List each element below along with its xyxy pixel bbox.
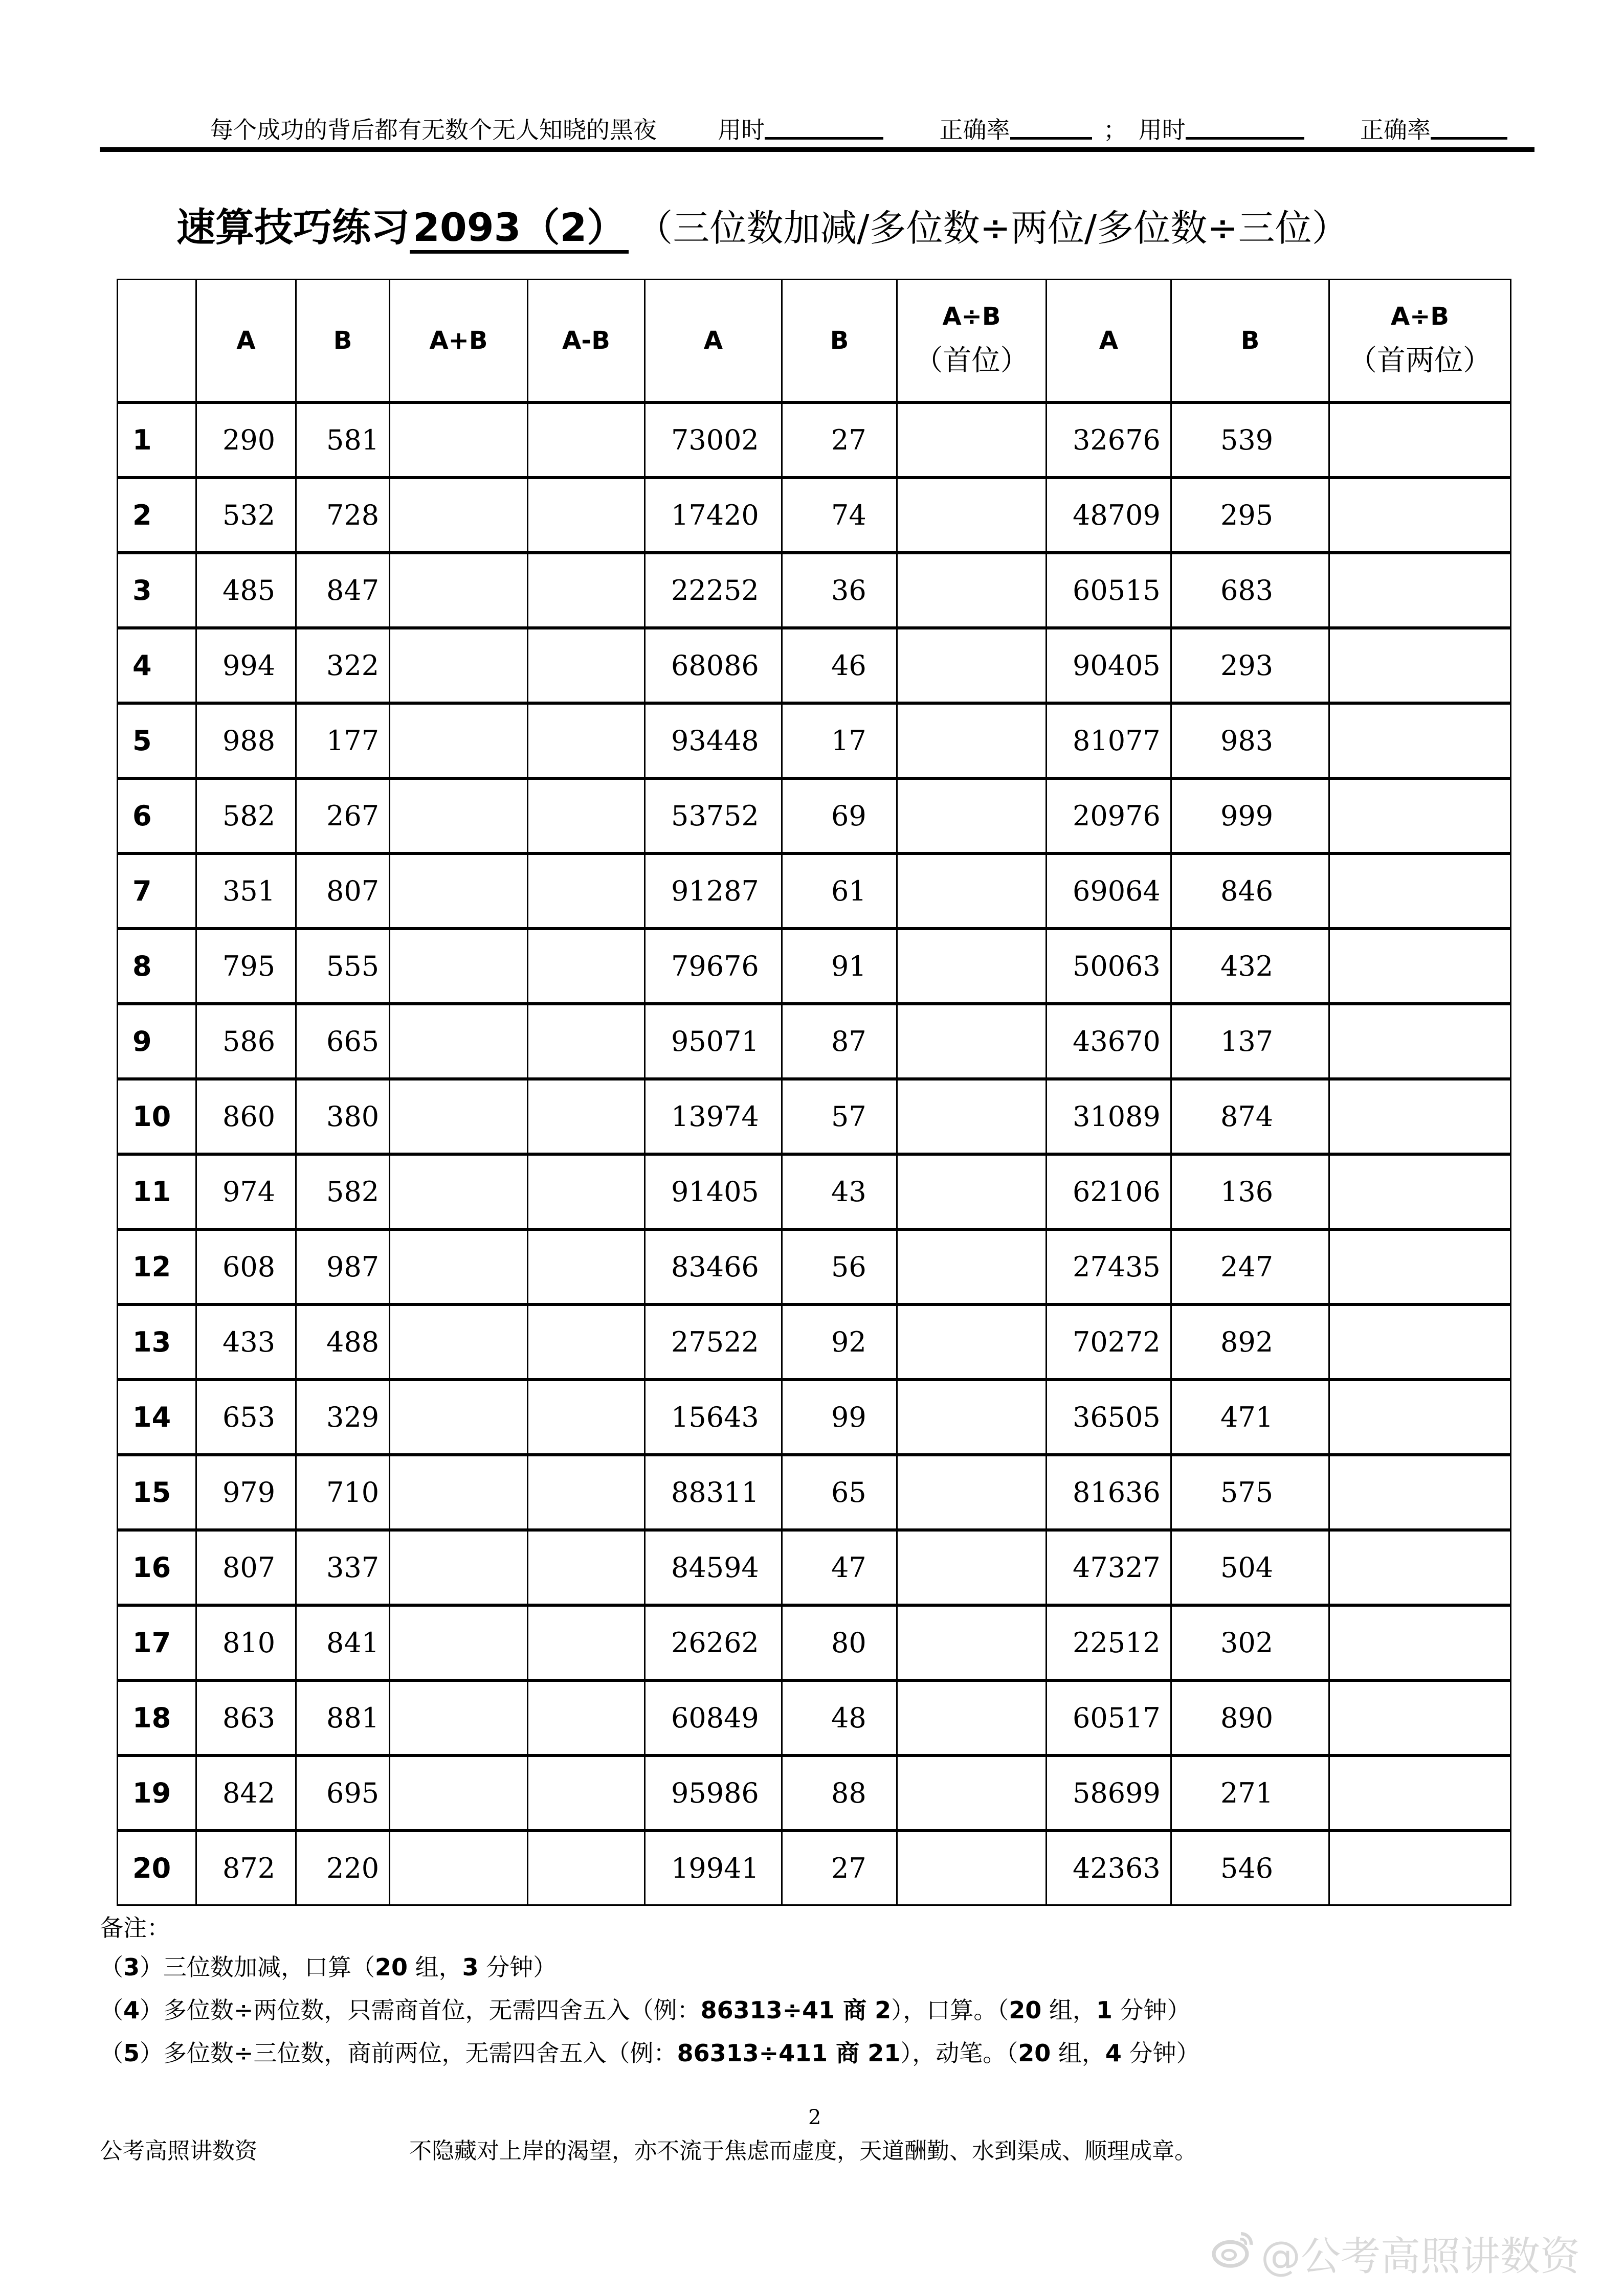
divisor-b-three-digit-cell: 874 [1171,1079,1329,1154]
divisor-b-two-digit-cell: 61 [782,853,897,929]
answer-sum-cell[interactable] [390,1229,528,1304]
answer-difference-cell[interactable] [528,1154,645,1229]
answer-quotient-first-two-digits-cell[interactable] [1329,1831,1511,1905]
answer-difference-cell[interactable] [528,1229,645,1304]
addend-b-cell: 582 [296,1154,390,1229]
column-header-b [296,280,390,403]
column-header-label: A÷B [1391,302,1449,331]
addend-a-cell: 433 [196,1304,296,1380]
divisor-b-three-digit-cell: 302 [1171,1605,1329,1680]
row-number-cell: 10 [118,1079,196,1154]
divisor-b-two-digit-cell: 88 [782,1755,897,1831]
table-row [118,1831,1511,1905]
dividend-a-cell: 91405 [645,1154,782,1229]
dividend-a-cell: 90405 [1047,628,1171,703]
answer-difference-cell[interactable] [528,553,645,628]
answer-difference-cell[interactable] [528,703,645,778]
addend-b-cell: 220 [296,1831,390,1905]
dividend-a-cell: 91287 [645,853,782,929]
addend-b-cell: 488 [296,1304,390,1380]
addend-a-cell: 608 [196,1229,296,1304]
answer-quotient-first-digit-cell[interactable] [897,1004,1047,1079]
divisor-b-three-digit-cell: 546 [1171,1831,1329,1905]
addend-b-cell: 841 [296,1605,390,1680]
divisor-b-three-digit-cell: 846 [1171,853,1329,929]
answer-quotient-first-digit-cell[interactable] [897,628,1047,703]
weibo-icon [1210,2225,1256,2281]
divisor-b-two-digit-cell: 99 [782,1380,897,1455]
answer-sum-cell[interactable] [390,478,528,553]
dividend-a-cell: 88311 [645,1455,782,1530]
row-number-cell: 20 [118,1831,196,1905]
answer-quotient-first-two-digits-cell[interactable] [1329,1455,1511,1530]
answer-difference-cell[interactable] [528,628,645,703]
accuracy-label-2: 正确率 [1360,116,1431,144]
addend-a-cell: 290 [196,402,296,478]
answer-quotient-first-two-digits-cell[interactable] [1329,1530,1511,1605]
answer-sum-cell[interactable] [390,1455,528,1530]
answer-difference-cell[interactable] [528,929,645,1004]
divisor-b-three-digit-cell: 575 [1171,1455,1329,1530]
addend-a-cell: 979 [196,1455,296,1530]
dividend-a-cell: 79676 [645,929,782,1004]
dividend-a-cell: 47327 [1047,1530,1171,1605]
answer-quotient-first-digit-cell[interactable] [897,1680,1047,1755]
addend-a-cell: 860 [196,1079,296,1154]
answer-sum-cell[interactable] [390,1605,528,1680]
answer-quotient-first-digit-cell[interactable] [897,1304,1047,1380]
note-example: 86313÷41 商 2 [700,1996,892,2024]
row-number-cell: 17 [118,1605,196,1680]
divisor-b-two-digit-cell: 48 [782,1680,897,1755]
accuracy-label-1: 正确率 [939,116,1010,144]
watermark [1210,2224,1580,2282]
addend-a-cell: 485 [196,553,296,628]
header-line [210,115,1507,145]
note-item-3: （3）三位数加减，口算（20 组，3 分钟） [100,1953,557,1981]
answer-sum-cell[interactable] [390,628,528,703]
answer-sum-cell[interactable] [390,1380,528,1455]
addend-a-cell: 974 [196,1154,296,1229]
table-row [118,1755,1511,1831]
answer-quotient-first-digit-cell[interactable] [897,703,1047,778]
header-divider [100,147,1534,152]
time-label-1: 用时 [718,116,765,144]
dividend-a-cell: 13974 [645,1079,782,1154]
table-row [118,1455,1511,1530]
row-number-cell: 16 [118,1530,196,1605]
dividend-a-cell: 32676 [1047,402,1171,478]
answer-sum-cell[interactable] [390,1304,528,1380]
table-row [118,703,1511,778]
addend-a-cell: 810 [196,1605,296,1680]
column-header-label: A [236,326,256,355]
answer-quotient-first-digit-cell[interactable] [897,1605,1047,1680]
answer-quotient-first-digit-cell[interactable] [897,553,1047,628]
dividend-a-cell: 60849 [645,1680,782,1755]
table-header-row [118,280,1511,403]
column-header-b [782,280,897,403]
addend-b-cell: 695 [296,1755,390,1831]
answer-sum-cell[interactable] [390,853,528,929]
page-number: 2 [808,2106,821,2129]
answer-sum-cell[interactable] [390,929,528,1004]
divisor-b-three-digit-cell: 247 [1171,1229,1329,1304]
addend-b-cell: 329 [296,1380,390,1455]
column-header-quotient-first-two-digits [1329,280,1511,403]
dividend-a-cell: 62106 [1047,1154,1171,1229]
note-example: 86313÷411 商 21 [677,2039,901,2067]
time-field-2[interactable] [1186,115,1304,140]
answer-sum-cell[interactable] [390,402,528,478]
table-row [118,1229,1511,1304]
dividend-a-cell: 43670 [1047,1004,1171,1079]
divisor-b-three-digit-cell: 295 [1171,478,1329,553]
answer-quotient-first-two-digits-cell[interactable] [1329,1004,1511,1079]
addend-b-cell: 728 [296,478,390,553]
answer-quotient-first-two-digits-cell[interactable] [1329,1154,1511,1229]
row-number-cell: 2 [118,478,196,553]
divisor-b-three-digit-cell: 293 [1171,628,1329,703]
addend-b-cell: 555 [296,929,390,1004]
divisor-b-two-digit-cell: 46 [782,628,897,703]
divisor-b-two-digit-cell: 27 [782,402,897,478]
divisor-b-three-digit-cell: 432 [1171,929,1329,1004]
row-number-cell: 4 [118,628,196,703]
answer-sum-cell[interactable] [390,1079,528,1154]
dividend-a-cell: 19941 [645,1831,782,1905]
answer-quotient-first-digit-cell[interactable] [897,1154,1047,1229]
notes-section [100,1910,1199,2075]
answer-quotient-first-digit-cell[interactable] [897,778,1047,853]
answer-difference-cell[interactable] [528,1680,645,1755]
column-header-b [1171,280,1329,403]
answer-difference-cell[interactable] [528,1455,645,1530]
answer-quotient-first-digit-cell[interactable] [897,1380,1047,1455]
dividend-a-cell: 15643 [645,1380,782,1455]
divisor-b-two-digit-cell: 74 [782,478,897,553]
dividend-a-cell: 73002 [645,402,782,478]
answer-difference-cell[interactable] [528,1605,645,1680]
addend-b-cell: 987 [296,1229,390,1304]
column-header-label: A+B [429,326,488,355]
row-number-cell: 15 [118,1455,196,1530]
answer-quotient-first-two-digits-cell[interactable] [1329,1680,1511,1755]
row-number-cell: 6 [118,778,196,853]
row-number-cell: 8 [118,929,196,1004]
dividend-a-cell: 42363 [1047,1831,1171,1905]
answer-sum-cell[interactable] [390,703,528,778]
divisor-b-three-digit-cell: 683 [1171,553,1329,628]
divisor-b-three-digit-cell: 504 [1171,1530,1329,1605]
dividend-a-cell: 48709 [1047,478,1171,553]
time-field-1[interactable] [765,115,883,140]
answer-difference-cell[interactable] [528,853,645,929]
row-number-cell: 5 [118,703,196,778]
answer-quotient-first-two-digits-cell[interactable] [1329,1304,1511,1380]
row-number-cell: 3 [118,553,196,628]
dividend-a-cell: 17420 [645,478,782,553]
answer-difference-cell[interactable] [528,402,645,478]
answer-difference-cell[interactable] [528,1380,645,1455]
dividend-a-cell: 27522 [645,1304,782,1380]
addend-b-cell: 177 [296,703,390,778]
answer-quotient-first-digit-cell[interactable] [897,929,1047,1004]
addend-b-cell: 847 [296,553,390,628]
answer-quotient-first-digit-cell[interactable] [897,1755,1047,1831]
divisor-b-three-digit-cell: 892 [1171,1304,1329,1380]
answer-difference-cell[interactable] [528,1530,645,1605]
dividend-a-cell: 22252 [645,553,782,628]
divisor-b-two-digit-cell: 92 [782,1304,897,1380]
divisor-b-three-digit-cell: 471 [1171,1380,1329,1455]
column-header-diff [528,280,645,403]
dividend-a-cell: 60515 [1047,553,1171,628]
dividend-a-cell: 27435 [1047,1229,1171,1304]
row-number-cell: 19 [118,1755,196,1831]
table-row [118,1004,1511,1079]
practice-table [117,279,1511,1906]
answer-quotient-first-digit-cell[interactable] [897,1229,1047,1304]
table-row [118,553,1511,628]
divisor-b-two-digit-cell: 57 [782,1079,897,1154]
divisor-b-two-digit-cell: 47 [782,1530,897,1605]
table-row [118,1079,1511,1154]
time-label-2: 用时 [1138,116,1186,144]
answer-quotient-first-two-digits-cell[interactable] [1329,402,1511,478]
answer-difference-cell[interactable] [528,1304,645,1380]
row-number-cell: 12 [118,1229,196,1304]
column-header-index [118,280,196,403]
divisor-b-three-digit-cell: 271 [1171,1755,1329,1831]
dividend-a-cell: 26262 [645,1605,782,1680]
answer-quotient-first-digit-cell[interactable] [897,1455,1047,1530]
answer-difference-cell[interactable] [528,1079,645,1154]
answer-quotient-first-two-digits-cell[interactable] [1329,929,1511,1004]
addend-a-cell: 994 [196,628,296,703]
divisor-b-three-digit-cell: 983 [1171,703,1329,778]
addend-b-cell: 337 [296,1530,390,1605]
addend-a-cell: 582 [196,778,296,853]
answer-difference-cell[interactable] [528,1831,645,1905]
dividend-a-cell: 81077 [1047,703,1171,778]
divisor-b-two-digit-cell: 87 [782,1004,897,1079]
answer-quotient-first-two-digits-cell[interactable] [1329,778,1511,853]
addend-a-cell: 795 [196,929,296,1004]
answer-quotient-first-two-digits-cell[interactable] [1329,1079,1511,1154]
answer-quotient-first-two-digits-cell[interactable] [1329,853,1511,929]
addend-b-cell: 322 [296,628,390,703]
row-number-cell: 9 [118,1004,196,1079]
column-header-label: A÷B [942,302,1001,331]
dividend-a-cell: 93448 [645,703,782,778]
addend-a-cell: 863 [196,1680,296,1755]
addend-b-cell: 665 [296,1004,390,1079]
dividend-a-cell: 81636 [1047,1455,1171,1530]
notes-label: 备注： [100,1914,170,1942]
addend-b-cell: 581 [296,402,390,478]
answer-quotient-first-digit-cell[interactable] [897,1079,1047,1154]
addend-b-cell: 380 [296,1079,390,1154]
row-number-cell: 7 [118,853,196,929]
table-row [118,1605,1511,1680]
title-code: 2093（2） [410,205,629,254]
row-number-cell: 18 [118,1680,196,1755]
addend-b-cell: 881 [296,1680,390,1755]
row-number-cell: 13 [118,1304,196,1380]
table-row [118,929,1511,1004]
table-row [118,478,1511,553]
header-motto: 每个成功的背后都有无数个无人知晓的黑夜 [210,116,657,144]
column-header-a [1047,280,1171,403]
answer-sum-cell[interactable] [390,778,528,853]
column-header-label: B [830,326,849,355]
answer-sum-cell[interactable] [390,1680,528,1755]
divisor-b-two-digit-cell: 27 [782,1831,897,1905]
dividend-a-cell: 70272 [1047,1304,1171,1380]
dividend-a-cell: 68086 [645,628,782,703]
column-header-label: A [1099,326,1119,355]
dividend-a-cell: 36505 [1047,1380,1171,1455]
answer-quotient-first-two-digits-cell[interactable] [1329,1755,1511,1831]
addend-a-cell: 653 [196,1380,296,1455]
dividend-a-cell: 31089 [1047,1079,1171,1154]
header-separator: ； [1103,116,1127,144]
row-number-cell: 14 [118,1380,196,1455]
answer-quotient-first-two-digits-cell[interactable] [1329,1605,1511,1680]
table-row [118,1380,1511,1455]
answer-quotient-first-two-digits-cell[interactable] [1329,628,1511,703]
dividend-a-cell: 60517 [1047,1680,1171,1755]
divisor-b-two-digit-cell: 80 [782,1605,897,1680]
divisor-b-two-digit-cell: 91 [782,929,897,1004]
answer-sum-cell[interactable] [390,553,528,628]
answer-sum-cell[interactable] [390,1004,528,1079]
column-header-sublabel: （首位） [914,344,1029,377]
divisor-b-two-digit-cell: 56 [782,1229,897,1304]
column-header-sum [390,280,528,403]
divisor-b-three-digit-cell: 136 [1171,1154,1329,1229]
answer-quotient-first-two-digits-cell[interactable] [1329,1229,1511,1304]
answer-quotient-first-digit-cell[interactable] [897,402,1047,478]
note-item-4: （4）多位数÷两位数，只需商首位，无需四舍五入（例：86313÷41 商 2），口算。（20 组，1 分钟） [100,1996,1191,2024]
addend-a-cell: 842 [196,1755,296,1831]
dividend-a-cell: 20976 [1047,778,1171,853]
answer-quotient-first-two-digits-cell[interactable] [1329,478,1511,553]
table-row [118,628,1511,703]
answer-difference-cell[interactable] [528,778,645,853]
column-header-a [645,280,782,403]
column-header-sublabel: （首两位） [1348,344,1492,377]
answer-difference-cell[interactable] [528,478,645,553]
table-row [118,1304,1511,1380]
footer-brand: 公考高照讲数资 [100,2138,257,2164]
title-subtitle: （三位数加减/多位数÷两位/多位数÷三位） [636,207,1349,250]
dividend-a-cell: 84594 [645,1530,782,1605]
answer-sum-cell[interactable] [390,1530,528,1605]
row-number-cell: 1 [118,402,196,478]
answer-quotient-first-digit-cell[interactable] [897,478,1047,553]
accuracy-field-1[interactable] [1010,115,1092,140]
dividend-a-cell: 95986 [645,1755,782,1831]
dividend-a-cell: 95071 [645,1004,782,1079]
watermark-text: @公考高照讲数资 [1261,2234,1581,2280]
answer-difference-cell[interactable] [528,1755,645,1831]
page-title [176,202,1349,253]
divisor-b-three-digit-cell: 539 [1171,402,1329,478]
dividend-a-cell: 53752 [645,778,782,853]
answer-quotient-first-digit-cell[interactable] [897,1831,1047,1905]
divisor-b-three-digit-cell: 890 [1171,1680,1329,1755]
answer-quotient-first-digit-cell[interactable] [897,1530,1047,1605]
answer-quotient-first-two-digits-cell[interactable] [1329,553,1511,628]
divisor-b-two-digit-cell: 69 [782,778,897,853]
divisor-b-two-digit-cell: 36 [782,553,897,628]
table-row [118,1530,1511,1605]
divisor-b-two-digit-cell: 43 [782,1154,897,1229]
addend-b-cell: 710 [296,1455,390,1530]
table-row [118,1154,1511,1229]
title-main: 速算技巧练习 [176,205,410,250]
answer-sum-cell[interactable] [390,1755,528,1831]
addend-a-cell: 988 [196,703,296,778]
answer-quotient-first-digit-cell[interactable] [897,853,1047,929]
table-row [118,853,1511,929]
column-header-label: A [703,326,723,355]
accuracy-field-2[interactable] [1431,115,1507,140]
addend-a-cell: 351 [196,853,296,929]
dividend-a-cell: 83466 [645,1229,782,1304]
column-header-label: A-B [562,326,610,355]
answer-sum-cell[interactable] [390,1831,528,1905]
table-row [118,778,1511,853]
column-header-label: B [1240,326,1260,355]
divisor-b-three-digit-cell: 999 [1171,778,1329,853]
answer-quotient-first-two-digits-cell[interactable] [1329,703,1511,778]
column-header-a [196,280,296,403]
note-item-5: （5）多位数÷三位数，商前两位，无需四舍五入（例：86313÷411 商 21），动笔。（20 组，4 分钟） [100,2039,1200,2067]
column-header-quotient-first-digit [897,280,1047,403]
row-number-cell: 11 [118,1154,196,1229]
dividend-a-cell: 58699 [1047,1755,1171,1831]
table-row [118,402,1511,478]
dividend-a-cell: 50063 [1047,929,1171,1004]
divisor-b-two-digit-cell: 17 [782,703,897,778]
divisor-b-three-digit-cell: 137 [1171,1004,1329,1079]
addend-b-cell: 267 [296,778,390,853]
addend-a-cell: 532 [196,478,296,553]
answer-difference-cell[interactable] [528,1004,645,1079]
answer-sum-cell[interactable] [390,1154,528,1229]
addend-a-cell: 872 [196,1831,296,1905]
dividend-a-cell: 69064 [1047,853,1171,929]
table-row [118,1680,1511,1755]
addend-b-cell: 807 [296,853,390,929]
column-header-label: B [333,326,352,355]
footer-motto: 不隐藏对上岸的渴望，亦不流于焦虑而虚度，天道酬勤、水到渠成、顺理成章。 [409,2138,1197,2164]
dividend-a-cell: 22512 [1047,1605,1171,1680]
addend-a-cell: 586 [196,1004,296,1079]
divisor-b-two-digit-cell: 65 [782,1455,897,1530]
addend-a-cell: 807 [196,1530,296,1605]
answer-quotient-first-two-digits-cell[interactable] [1329,1380,1511,1455]
